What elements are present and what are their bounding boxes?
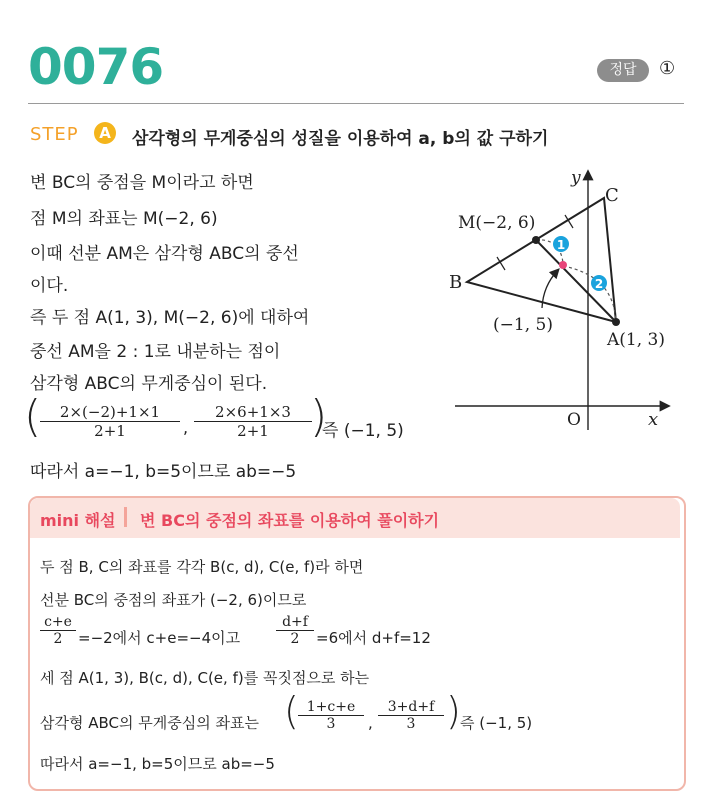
point-c-label: C	[605, 185, 619, 206]
mini-fraction-b-denominator: 2	[290, 631, 300, 647]
mini-fraction-b	[276, 614, 314, 647]
answer-badge: 정답	[597, 59, 649, 82]
origin-label: O	[567, 410, 581, 430]
mini-fraction-c-numerator: 1+c+e	[298, 699, 364, 716]
fraction-x-denominator: 2+1	[94, 422, 126, 440]
mini-left-paren: (	[284, 689, 299, 733]
mini-line-middle: =−2에서 c+e=−4이고	[78, 629, 241, 647]
point-b-label: B	[449, 272, 463, 293]
point-a-label: A(1, 3)	[607, 330, 665, 350]
comma: ,	[183, 418, 189, 437]
mini-fraction-b-numerator: d+f	[276, 614, 314, 631]
mini-line: 세 점 A(1, 3), B(c, d), C(e, f)를 꼭짓점으로 하는	[40, 669, 370, 687]
mini-comma: ,	[368, 714, 373, 732]
mini-fraction-c	[298, 699, 364, 732]
solution-line: 즉 두 점 A(1, 3), M(−2, 6)에 대하여	[30, 308, 310, 328]
solution-line: 삼각형 ABC의 무게중심이 된다.	[30, 374, 268, 394]
mini-fraction-d-denominator: 3	[406, 716, 416, 732]
mini-right-paren: )	[446, 689, 461, 733]
fraction-y-numerator: 2×6+1×3	[194, 403, 312, 422]
problem-number: 0076	[28, 38, 164, 96]
mini-line: 선분 BC의 중점의 좌표가 (−2, 6)이므로	[40, 591, 307, 609]
solution-line: 변 BC의 중점을 M이라고 하면	[30, 173, 254, 193]
left-paren: (	[24, 391, 42, 442]
fraction-y-denominator: 2+1	[237, 422, 269, 440]
coordinate-figure	[440, 160, 690, 440]
ratio-2-label: 2	[594, 277, 604, 291]
x-axis-label: x	[648, 409, 659, 430]
mini-fraction-c-denominator: 3	[326, 716, 336, 732]
mini-line-prefix: 삼각형 ABC의 무게중심의 좌표는	[40, 714, 259, 732]
y-axis-label: y	[571, 168, 581, 188]
mini-fraction-d	[378, 699, 444, 732]
solution-line: 이때 선분 AM은 삼각형 ABC의 중선	[30, 244, 299, 264]
fraction-y	[194, 403, 312, 440]
mini-centroid-result: 즉 (−1, 5)	[460, 714, 533, 732]
mini-label: mini 해설	[40, 511, 116, 530]
fraction-x-numerator: 2×(−2)+1×1	[40, 403, 180, 422]
centroid-dot	[559, 261, 567, 269]
step-title: 삼각형의 무게중심의 성질을 이용하여 a, b의 값 구하기	[132, 129, 549, 149]
point-a-dot	[612, 318, 620, 326]
mini-title: 변 BC의 중점의 좌표를 이용하여 풀이하기	[140, 511, 440, 530]
step-letter-badge: A	[94, 122, 116, 144]
header-divider	[28, 103, 684, 104]
mini-fraction-a	[40, 614, 76, 647]
right-paren: )	[310, 391, 328, 442]
solution-line: 이다.	[30, 276, 69, 296]
answer-value: ①	[659, 58, 676, 79]
step-label: STEP	[30, 124, 79, 145]
mini-line: 두 점 B, C의 좌표를 각각 B(c, d), C(e, f)라 하면	[40, 558, 364, 576]
mini-final-line: 따라서 a=−1, b=5이므로 ab=−5	[40, 755, 275, 773]
mini-fraction-a-numerator: c+e	[40, 614, 76, 631]
final-answer-line: 따라서 a=−1, b=5이므로 ab=−5	[30, 462, 297, 482]
mini-fraction-d-numerator: 3+d+f	[378, 699, 444, 716]
mini-line-end: =6에서 d+f=12	[316, 629, 431, 647]
point-m-dot	[532, 236, 540, 244]
centroid-label: (−1, 5)	[493, 315, 553, 335]
solution-line: 점 M의 좌표는 M(−2, 6)	[30, 209, 218, 229]
point-m-label: M(−2, 6)	[458, 213, 536, 233]
mini-header-divider	[124, 507, 127, 527]
mini-fraction-a-denominator: 2	[53, 631, 63, 647]
fraction-x	[40, 403, 180, 440]
ratio-1-label: 1	[556, 238, 566, 252]
centroid-result: 즉 (−1, 5)	[322, 421, 404, 441]
solution-line: 중선 AM을 2 : 1로 내분하는 점이	[30, 342, 281, 362]
